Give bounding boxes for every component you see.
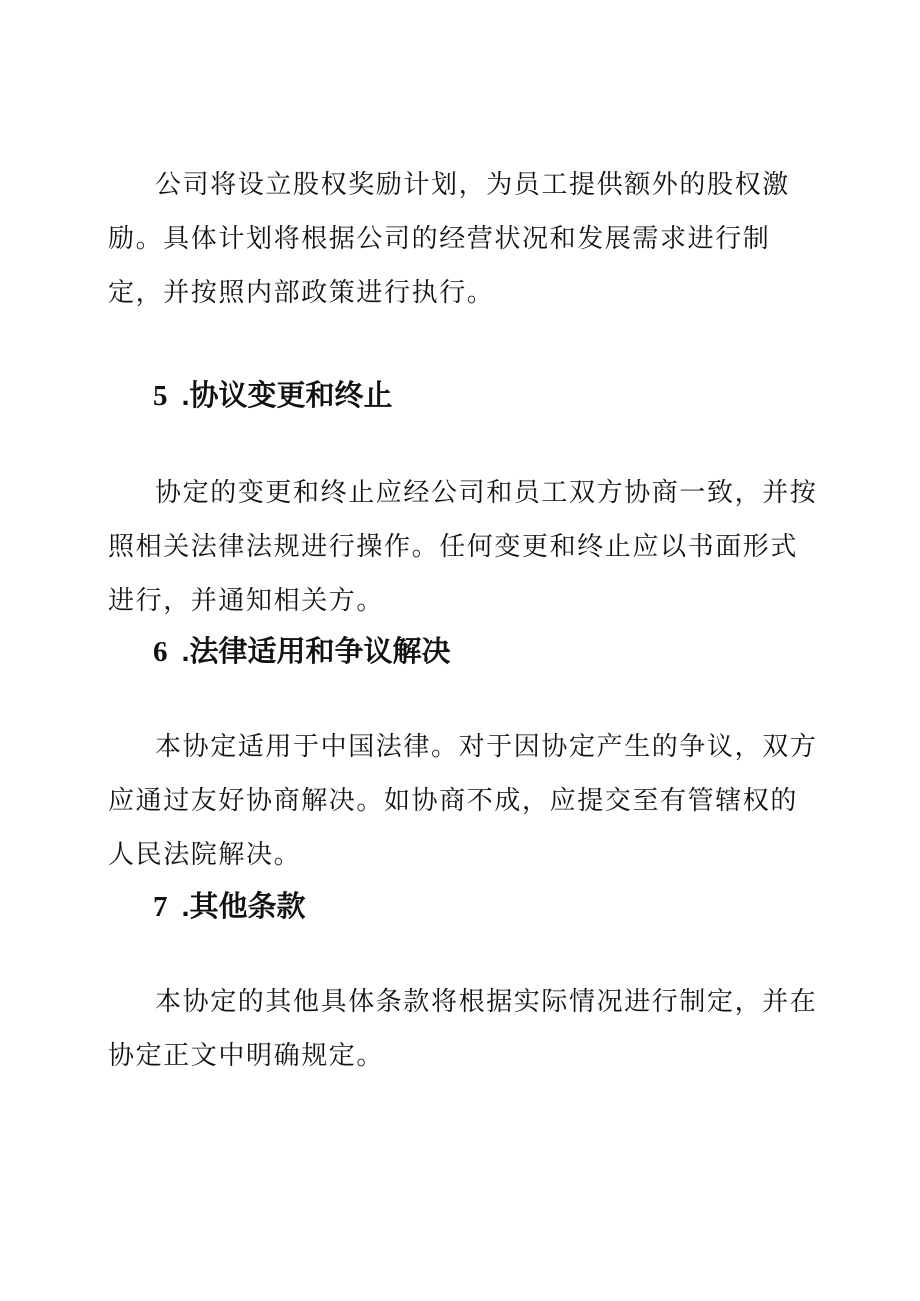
- section-5-heading: [153, 375, 393, 416]
- section-6-body: 本协定适用于中国法律。对于因协定产生的争议，双方应通过友好协商解决。如协商不成，应提交至有管辖权的人民法院解决。: [108, 732, 818, 870]
- section-number: 7: [153, 891, 168, 923]
- section-6-heading: [153, 631, 451, 672]
- section-title: .协议变更和终止: [181, 380, 393, 412]
- section-title: .法律适用和争议解决: [181, 636, 451, 668]
- section-number: 5: [153, 380, 168, 412]
- section-7-heading: [153, 886, 306, 927]
- section-5-body: 协定的变更和终止应经公司和员工双方协商一致，并按照相关法律法规进行操作。任何变更和终止应以书面形式进行，并通知相关方。: [108, 478, 818, 616]
- intro-paragraph: 公司将设立股权奖励计划，为员工提供额外的股权激励。具体计划将根据公司的经营状况和发展需求进行制定，并按照内部政策进行执行。: [108, 170, 790, 308]
- section-number: 6: [153, 636, 168, 668]
- section-title: .其他条款: [181, 891, 306, 923]
- section-7-body: 本协定的其他具体条款将根据实际情况进行制定，并在协定正文中明确规定。: [108, 987, 818, 1071]
